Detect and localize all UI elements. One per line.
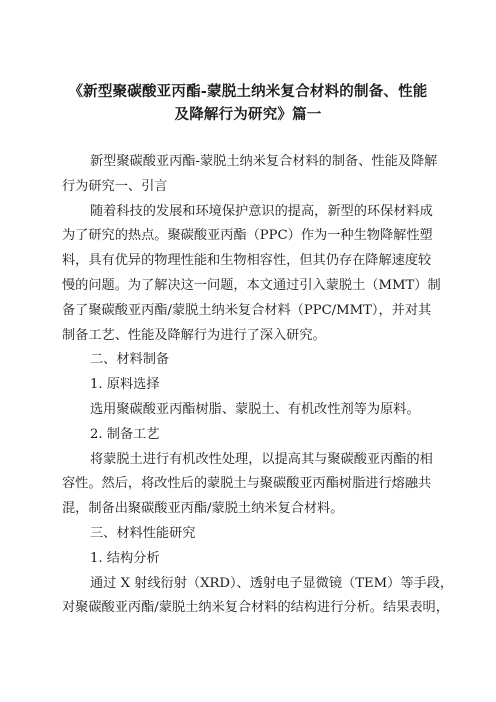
subsection-heading: 1. 结构分析 [90, 550, 160, 566]
paragraph-line: 为了研究的热点。聚碳酸亚丙酯（PPC）作为一种生物降解性塑 [62, 228, 433, 244]
paragraph-line: 新型聚碳酸亚丙酯-蒙脱土纳米复合材料的制备、性能及降解 [90, 154, 438, 169]
paragraph-line: 备了聚碳酸亚丙酯/蒙脱土纳米复合材料（PPC/MMT），并对其 [62, 302, 432, 318]
paragraph-line: 容性。然后，将改性后的蒙脱土与聚碳酸亚丙酯树脂进行熔融共 [62, 476, 432, 492]
paragraph-line: 选用聚碳酸亚丙酯树脂、蒙脱土、有机改性剂等为原料。 [90, 401, 420, 417]
paragraph-line: 通过 X 射线衍射（XRD）、透射电子显微镜（TEM）等手段， [90, 575, 454, 591]
paragraph-line: 料，具有优异的物理性能和生物相容性，但其仍存在降解速度较 [62, 253, 432, 269]
paragraph-line: 随着科技的发展和环境保护意识的提高，新型的环保材料成 [90, 203, 433, 219]
paragraph-line: 对聚碳酸亚丙酯/蒙脱土纳米复合材料的结构进行分析。结果表明， [62, 600, 449, 616]
subsection-heading: 1. 原料选择 [90, 377, 160, 393]
paragraph-line: 将蒙脱土进行有机改性处理，以提高其与聚碳酸亚丙酯的相 [90, 451, 433, 467]
paragraph-line: 慢的问题。为了解决这一问题，本文通过引入蒙脱土（MMT）制 [62, 277, 441, 293]
document-body [62, 150, 458, 621]
subsection-heading: 2. 制备工艺 [90, 426, 160, 442]
paragraph-line: 行为研究一、引言 [62, 178, 168, 194]
section-heading: 三、材料性能研究 [90, 525, 196, 541]
title-line-2: 及降解行为研究》篇一 [174, 106, 322, 123]
title-line-1: 《新型聚碳酸亚丙酯-蒙脱土纳米复合材料的制备、性能 [68, 83, 428, 100]
paragraph-line: 制备工艺、性能及降解行为进行了深入研究。 [62, 327, 326, 343]
paragraph-line: 混，制备出聚碳酸亚丙酯/蒙脱土纳米复合材料。 [62, 501, 344, 517]
section-heading: 二、材料制备 [90, 352, 170, 368]
document-title [40, 80, 456, 126]
